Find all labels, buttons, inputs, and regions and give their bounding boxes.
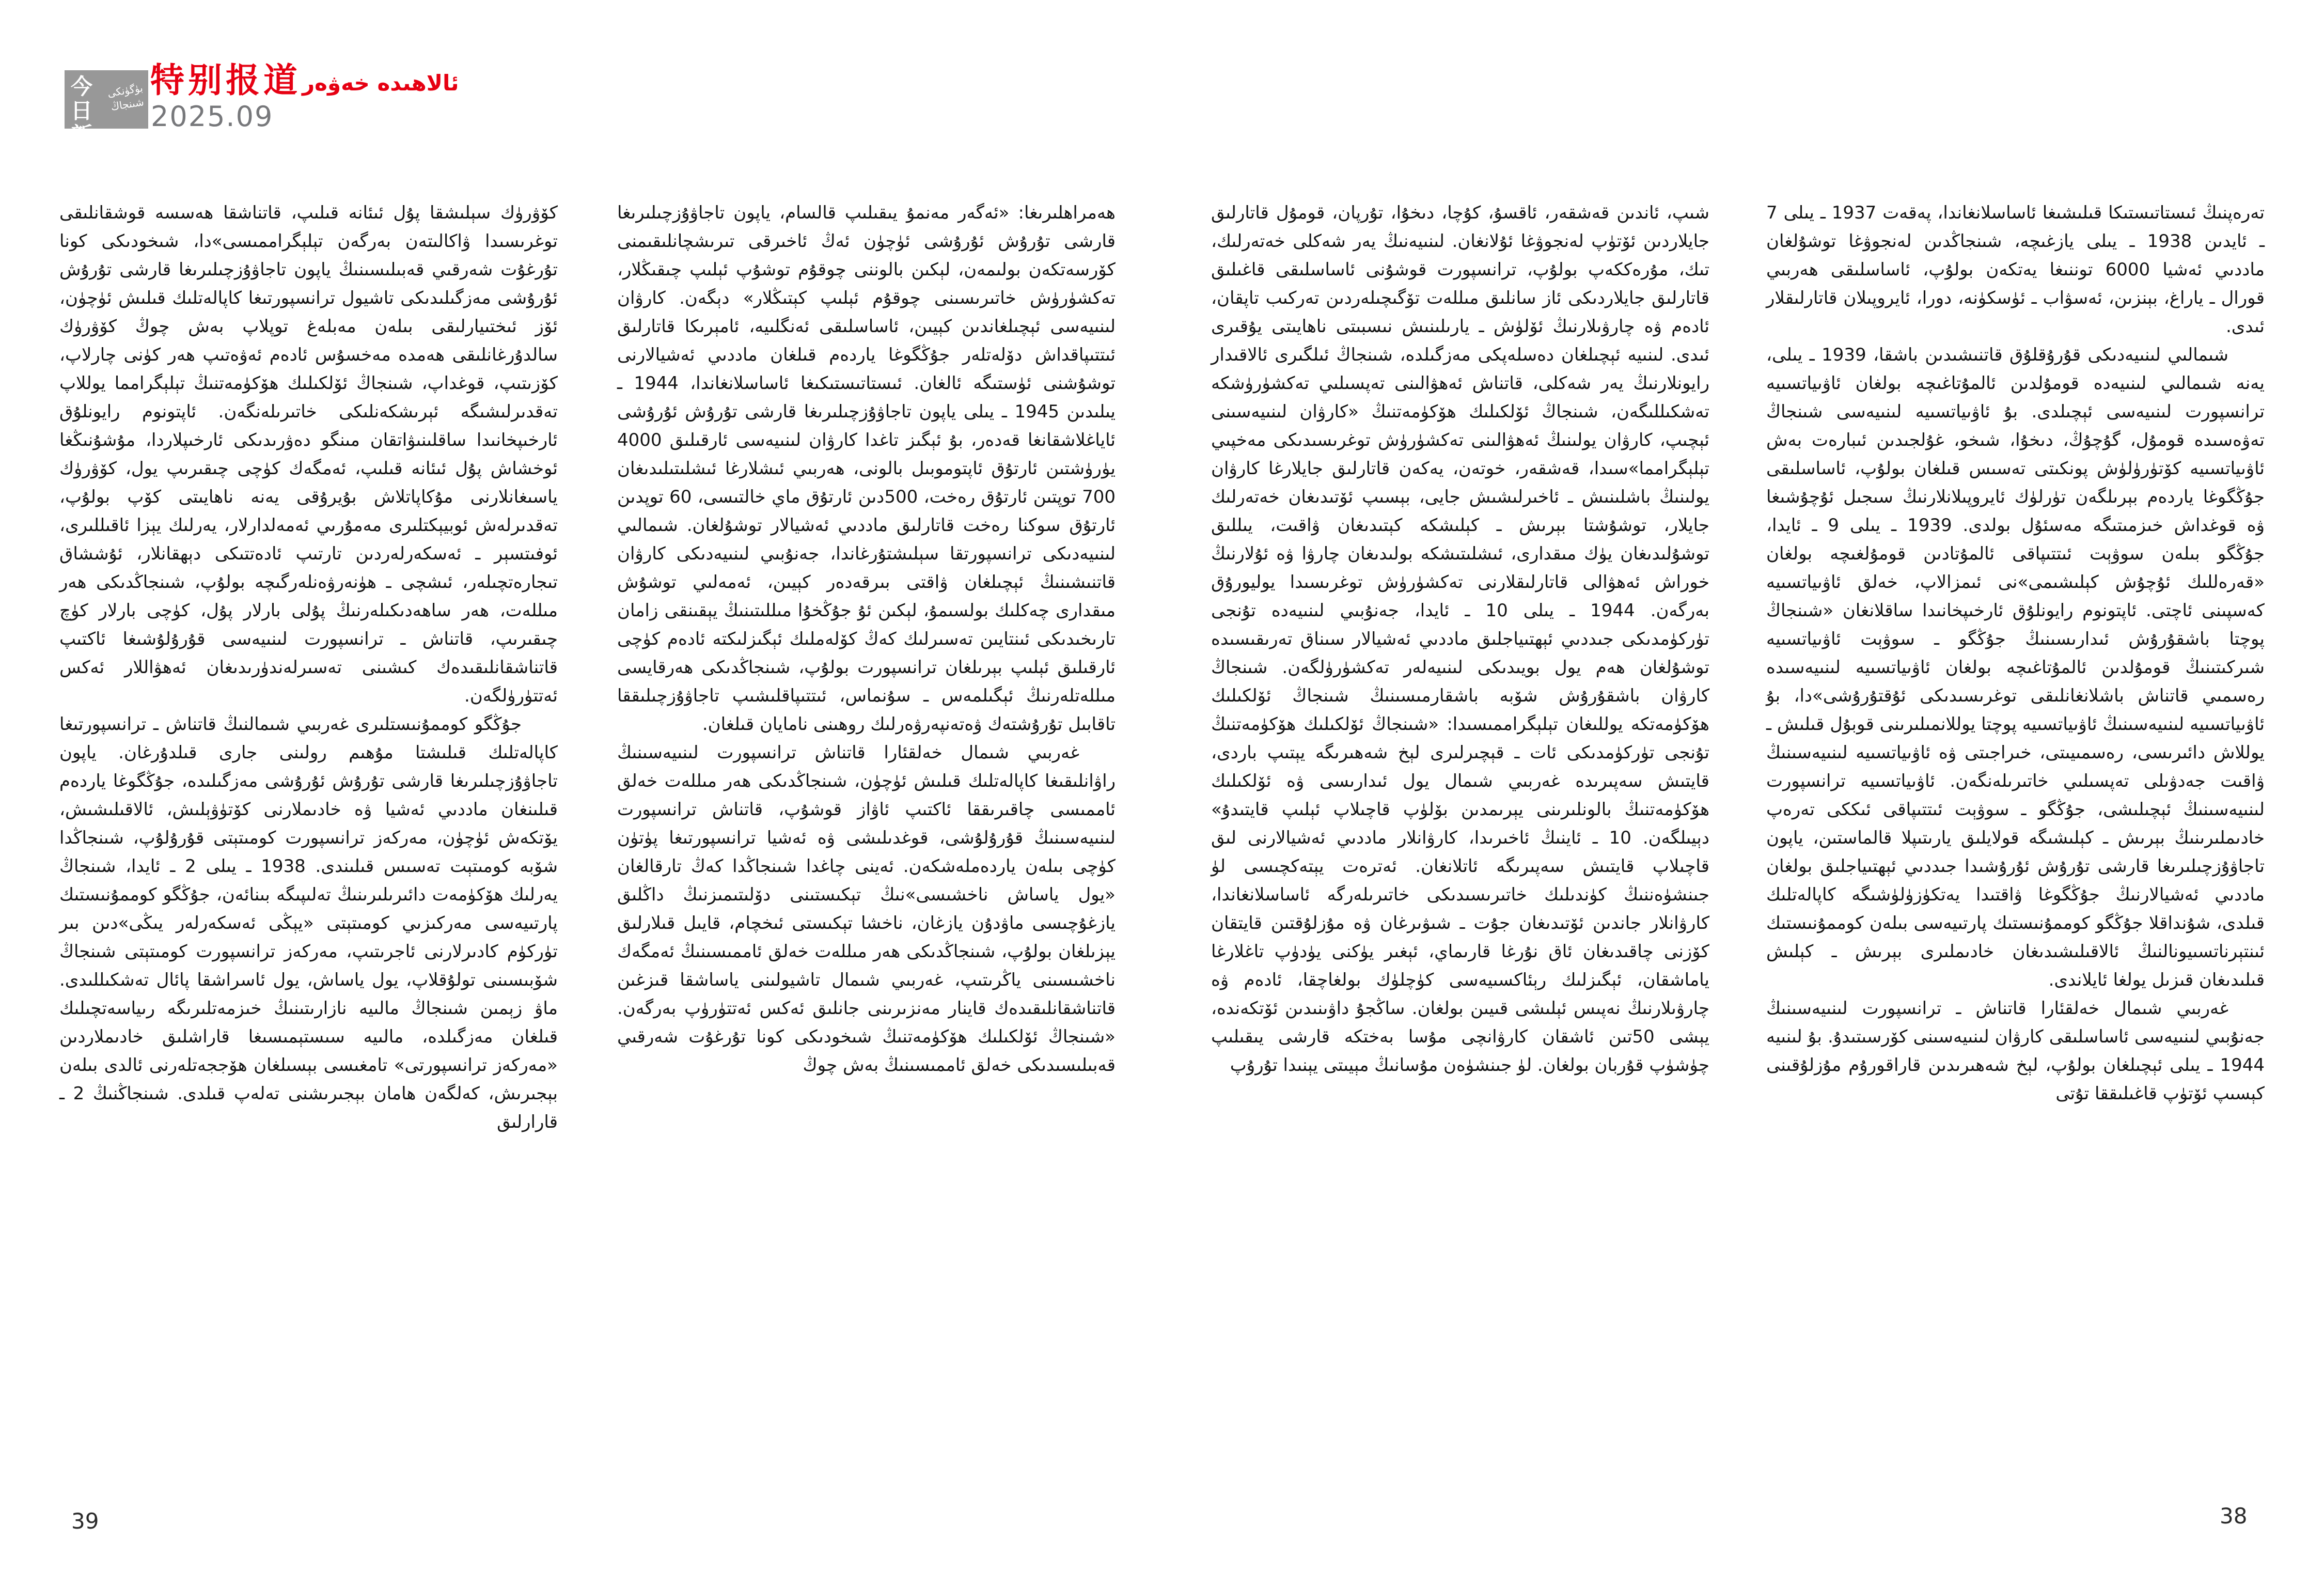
paragraph: شىپ، ئاندىن قەشقەر، ئاقسۇ، كۇچا، دىخۇا، تۇرپان، قومۇل قاتارلىق جايلاردىن ئۆتۈپ لەنجوۋغا ئۇلانغان. لىنىيەنىڭ يەر شەكلى خەتەرلىك، تىك، مۇرەككەپ بولۇپ، ترانسپورت قوشۇنى ئاساسلىقى قاغىلىق قاتارلىق جايلاردىكى ئاز سانلىق مىللەت تۆگىچىلەردىن تەركىب تاپقان، ئادەم ۋە چارۋىلارنىڭ ئۆلۈش ـ يارىلىنىش نىسبىتى ناھايىتى يۇقىرى ئىدى. لىنىيە ئېچىلغان دەسلەپكى مەزگىلدە، شىنجاڭ ئىلگىرى ئالاقىدار رايونلارنىڭ يەر شەكلى، قاتناش ئەھۋالىنى تەپسىلىي تەكشۈرۈشكە تەشكىللىگەن، شىنجاڭ ئۆلكىلىك ھۆكۈمەتنىڭ «كارۋان لىنىيەسىنى ئېچىپ، كارۋان يولىنىڭ ئەھۋالىنى تەكشۈرۈش توغرىسىدىكى مەخپىي تېلېگرامما»سىدا، قەشقەر، خوتەن، يەكەن قاتارلىق جايلارغا كارۋان يولىنىڭ باشلىنىش ـ ئاخىرلىشىش جايى، بېسىپ ئۆتىدىغان خەتەرلىك جايلار، توشۇشتا بېرىش ـ كېلىشكە كېتىدىغان ۋاقىت، يىللىق توشۇلىدىغان يۈك مىقدارى، ئىشلىتىشكە بولىدىغان چارۋا ۋە ئۇلارنىڭ خوراش ئەھۋالى قاتارلىقلارنى تەكشۈرۈش توغرىسىدا يوليورۇق بەرگەن. 1944 ـ يىلى 10 ـ ئايدا، جەنۇبىي لىنىيەدە تۇنجى تۈركۈمدىكى جىددىي ئېھتىياجلىق ماددىي ئەشيالار سىناق تەرىقىسىدە توشۇلغان ھەم يول بويىدىكى لىنىيەلەر تەكشۈرۈلگەن. شىنجاڭ كارۋان باشقۇرۇش شۆبە باشقارمىسىنىڭ شىنجاڭ ئۆلكىلىك ھۆكۈمەتكە يوللىغان تېلېگراممىسىدا: «شىنجاڭ ئۆلكىلىك ھۆكۈمەتنىڭ تۇنجى تۈركۈمدىكى ئات ـ قېچىرلىرى لېخ شەھىرىگە يېتىپ باردى، قايتىش سەپىرىدە غەربىي شىمال يول ئىدارىسى ۋە ئۆلكىلىك ھۆكۈمەتنىڭ بالونلىرىنى يېرىمدىن بۆلۈپ قاچىلاپ ئېلىپ قايتىدۇ» دېيىلگەن. 10 ـ ئاينىڭ ئاخىرىدا، كارۋانلار ماددىي ئەشيالارنى لىق قاچىلاپ قايتىش سەپىرىگە ئاتلانغان. ئەترەت يېتەكچىسى لۈ جىنشۈەننىڭ كۈندىلىك خاتىرىسىدىكى خاتىرىلەرگە ئاساسلانغاندا، كارۋانلار جاندىن ئۆتىدىغان جۇت ـ شىۋىرغان ۋە مۇزلۇقتىن قايتقان كۆزنى چاقىدىغان ئاق نۇرغا قارىماي، ئېغىر يۈكنى يۈدۈپ تاغلارغا ياماشقان، ئېگىزلىك رېئاكسىيەسى كۈچلۈك بولغاچقا، ئادەم ۋە چارۋىلارنىڭ نەپىس ئېلىشى قىيىن بولغان. ساڭجۇ داۋىنىدىن ئۆتكەندە، يېشى 50تىن ئاشقان كارۋانچى مۇسا بەختكە قارشى يىقىلىپ چۈشۈپ قۇربان بولغان. لۈ جىنشۈەن مۇسانىڭ مېيىتى يېنىدا تۇرۇپ [1211, 203, 1710, 1076]
text-column-page38-right [1766, 199, 2265, 1521]
issue-date: 2025.09 [151, 100, 274, 133]
text-column-page39-left [59, 199, 558, 1521]
text-column-page39-right [617, 199, 1116, 1521]
paragraph: تەرەپنىڭ ئىستاتىستىكا قىلىشىغا ئاساسلانغاندا، پەقەت 1937 ـ يىلى 7 ـ ئايدىن 1938 ـ يىلى يازغىچە، شىنجاڭدىن لەنجوۋغا توشۇلغان ماددىي ئەشيا 6000 توننىغا يەتكەن بولۇپ، ئاساسلىقى ھەربىي قورال ـ ياراغ، بېنزىن، ئەسۋاب ـ ئۈسكۈنە، دورا، ئايروپىلان قاتارلىقلار ئىدى. [1766, 203, 2265, 337]
section-title-uyghur: ئالاھىدە خەۋەر [302, 70, 459, 96]
logo-chinese-text [65, 70, 108, 172]
paragraph: جۇڭگو كوممۇنىستلىرى غەربىي شىمالنىڭ قاتناش ـ ترانسپورتىغا كاپالەتلىك قىلىشتا مۇھىم رولىنى جارى قىلدۇرغان. ياپون تاجاۋۇزچىلىرىغا قارشى تۇرۇش ئۇرۇشى مەزگىلىدە، جۇڭگوغا ياردەم قىلىنغان ماددىي ئەشيا ۋە خادىملارنى كۆتۈۋېلىش، ئالاقىلىشىش، يۆتكەش ئۈچۈن، مەركەز ترانسپورت كومىتېتى قۇرۇلۇپ، شىنجاڭدا شۆبە كومىتېت تەسىس قىلىندى. 1938 ـ يىلى 2 ـ ئايدا، شىنجاڭ يەرلىك ھۆكۈمەت دائىرىلىرىنىڭ تەلىپىگە بىنائەن، جۇڭگو كوممۇنىستىك پارتىيەسى مەركىزىي كومىتېتى «يېڭى ئەسكەرلەر يىڭى»دىن بىر تۈركۈم كادىرلارنى ئاجرىتىپ، مەركەز ترانسپورت كومىتېتى شىنجاڭ شۆبىسىنى تولۇقلاپ، يول ياساش، يول ئاسراشقا پائال تەشكىللىدى. ماۋ زېمىن شىنجاڭ مالىيە نازارىتىنىڭ خىزمەتلىرىگە رىياسەتچىلىك قىلغان مەزگىلدە، مالىيە سىستېمىسىغا قاراشلىق خادىملاردىن «مەركەز ترانسپورتى» تامغىسى بېسىلغان ھۆججەتلەرنى ئالدى بىلەن بېجىرىش، كەلگەن ھامان بېجىرىشنى تەلەپ قىلدى. شىنجاڭنىڭ 2 ـ قارارلىق [59, 714, 558, 1132]
paragraph: غەربىي شىمال خەلقئارا قاتناش ـ ترانسپورت لىنىيەسىنىڭ جەنۇبىي لىنىيەسى ئاساسلىقى كارۋان لىنىيەسىنى كۆرسىتىدۇ. بۇ لىنىيە 1944 ـ يىلى ئېچىلغان بولۇپ، لېخ شەھىرىدىن قاراقورۇم مۇزلۇقىنى كېسىپ ئۆتۈپ قاغىلىققا تۇتى [1766, 998, 2265, 1104]
paragraph: شىمالىي لىنىيەدىكى قۇرۇقلۇق قاتنىشىدىن باشقا، 1939 ـ يىلى، يەنە شىمالىي لىنىيەدە قومۇلدىن ئالمۇتاغىچە بولغان ئاۋىياتسىيە ترانسپورت لىنىيەسى ئېچىلدى. بۇ ئاۋىياتسىيە لىنىيەسى شىنجاڭ تەۋەسىدە قومۇل، گۇچۇڭ، دىخۇا، شىخو، غۇلجىدىن ئىبارەت بەش ئاۋىياتسىيە كۆتۈرۈلۈش پونكىتى تەسىس قىلغان بولۇپ، ئاساسلىقى جۇڭگوغا ياردەم بېرىلگەن تۈرلۈك ئايروپىلانلارنىڭ سىجىل ئۇچۇشىغا ۋە قوغداش خىزمىتىگە مەسئۇل بولدى. 1939 ـ يىلى 9 ـ ئايدا، جۇڭگو بىلەن سوۋېت ئىتتىپاقى ئالمۇتادىن قومۇلغىچە بولغان «قەرەللىك ئۇچۇش كېلىشىمى»نى ئىمزالاپ، خەلق ئاۋىياتسىيە كەسپىنى ئاچتى. ئاپتونوم رايونلۇق ئارخىپخانىدا ساقلانغان «شىنجاڭ پوچتا باشقۇرۇش ئىدارىسىنىڭ جۇڭگو ـ سوۋېت ئاۋىياتسىيە شىركىتىنىڭ قومۇلدىن ئالمۇتاغىچە بولغان ئاۋىياتسىيە لىنىيەسىدە رەسمىي قاتناش باشلانغانلىقى توغرىسىدىكى ئۇقتۇرۇشى»دا، بۇ ئاۋىياتسىيە لىنىيەسىنىڭ ئاۋىياتسىيە پوچتا يوللانمىلىرىنى قوبۇل قىلىش ـ يوللاش دائىرىسى، رەسمىيىتى، خىراجىتى ۋە ئاۋىياتسىيە لىنىيەسىنىڭ ۋاقىت جەدۋىلى تەپسىلىي خاتىرىلەنگەن. ئاۋىياتسىيە ترانسپورت لىنىيەسىنىڭ ئېچىلىشى، جۇڭگو ـ سوۋېت ئىتتىپاقى ئىككى تەرەپ خادىملىرىنىڭ بېرىش ـ كېلىشىگە قولايلىق يارىتىپلا قالماستىن، ياپون تاجاۋۇزچىلىرىغا قارشى تۇرۇش ئۇرۇشىدا جىددىي ئېھتىياجلىق بولغان ماددىي ئەشيالارنىڭ جۇڭگوغا ۋاقتىدا يەتكۈزۈلۈشىگە كاپالەتلىك قىلدى، شۇنداقلا جۇڭگو كوممۇنىستىك پارتىيەسى بىلەن كوممۇنىستىك ئىنتېرناتسىيونالنىڭ ئالاقىلىشىدىغان خادىملىرى بېرىش ـ كېلىش قىلىدىغان قىزىل يولغا ئايلاندى. [1766, 345, 2265, 990]
paragraph: ھەمراھلىرىغا: «ئەگەر مەنمۇ يىقىلىپ قالسام، ياپون تاجاۋۇزچىلىرىغا قارشى تۇرۇش ئۇرۇشى ئۈچۈن ئەڭ ئاخىرقى تىرىشچانلىقىمنى كۆرسەتكەن بولىمەن، لېكىن بالوننى چوقۇم توشۇپ ئېلىپ چىقىڭلار، تەكشۈرۈش خاتىرىسىنى چوقۇم ئېلىپ كېتىڭلار» دېگەن. كارۋان لىنىيەسى ئېچىلغاندىن كېيىن، ئاساسلىقى ئەنگلىيە، ئامېرىكا قاتارلىق ئىتتىپاقداش دۆلەتلەر جۇڭگوغا ياردەم قىلغان ماددىي ئەشيالارنى توشۇشنى ئۈستىگە ئالغان. ئىستاتىستىكىغا ئاساسلانغاندا، 1944 ـ يىلىدىن 1945 ـ يىلى ياپون تاجاۋۇزچىلىرىغا قارشى تۇرۇش ئۇرۇشى ئاياغلاشقانغا قەدەر، بۇ ئېگىز تاغدا كارۋان لىنىيەسى ئارقىلىق 4000 يۈرۈشتىن ئارتۇق ئاپتوموبىل بالونى، ھەربىي ئىشلارغا ئىشلىتىلىدىغان 700 توپتىن ئارتۇق رەخت، 500دىن ئارتۇق ماي خالتىسى، 60 توپدىن ئارتۇق سوكنا رەخت قاتارلىق ماددىي ئەشيالار توشۇلغان. شىمالىي لىنىيەدىكى ترانسپورتقا سېلىشتۇرغاندا، جەنۇبىي لىنىيەدىكى كارۋان قاتنىشىنىڭ ئېچىلغان ۋاقتى بىرقەدەر كېيىن، ئەمەلىي توشۇش مىقدارى چەكلىك بولسىمۇ، لېكىن ئۇ جۇڭخۇا مىللىتىنىڭ يېقىنقى زامان تارىخىدىكى ئىنتايىن تەسىرلىك كەڭ كۆلەملىك ئېگىزلىكتە ئادەم كۈچى ئارقىلىق ئېلىپ بېرىلغان ترانسپورت بولۇپ، شىنجاڭدىكى ھەرقايسى مىللەتلەرنىڭ ئېگىلمەس ـ سۇنماس، ئىتتىپاقلىشىپ تاجاۋۇزچىلىققا تاقابىل تۇرۇشتەك ۋەتەنپەرۋەرلىك روھىنى نامايان قىلغان. [617, 203, 1116, 735]
logo-cn-line2: 新疆 [71, 122, 95, 172]
section-title-chinese: 特别报道 [150, 60, 301, 100]
magazine-logo [65, 70, 148, 172]
paragraph: كۆۋرۈك سېلىشقا پۇل ئىئانە قىلىپ، قاتناشقا ھەسسە قوشقانلىقى توغرىسىدا ۋاكالىتەن بەرگەن تېلېگراممىسى»دا، شىخودىكى كونا تۇرغۇت شەرقىي قەبىلىسىنىڭ ياپون تاجاۋۇزچىلىرىغا قارشى تۇرۇش ئۇرۇشى مەزگىلىدىكى تاشيول ترانسپورتىغا كاپالەتلىك قىلىش ئۈچۈن، ئۆز ئىختىيارلىقى بىلەن مەبلەغ توپلاپ بەش چوڭ كۆۋرۈك سالدۇرغانلىقى ھەمدە مەخسۇس ئادەم ئەۋەتىپ ھەر كۈنى چارلاپ، كۆزىتىپ، قوغداپ، شىنجاڭ ئۆلكىلىك ھۆكۈمەتنىڭ تېلېگرامما يوللاپ تەقدىرلىشىگە ئېرىشكەنلىكى خاتىرىلەنگەن. ئاپتونوم رايونلۇق ئارخىپخانىدا ساقلىنىۋاتقان مىنگو دەۋرىدىكى ئارخىپلاردا، مۇشۇنىڭغا ئوخشاش پۇل ئىئانە قىلىپ، ئەمگەك كۈچى چىقىرىپ يول، كۆۋرۈك ياسىغانلارنى مۇكاپاتلاش بۇيرۇقى يەنە ناھايىتى كۆپ بولۇپ، تەقدىرلەش ئوبيېكتلىرى مەمۇرىي ئەمەلدارلار، يەرلىك يېزا ئاقىللىرى، ئوفىتسېر ـ ئەسكەرلەردىن تارتىپ ئادەتتىكى دېھقانلار، ئۇششاق تىجارەتچىلەر، ئىشچى ـ ھۈنەرۋەنلەرگىچە بولۇپ، شىنجاڭدىكى ھەر مىللەت، ھەر ساھەدىكىلەرنىڭ پۇلى بارلار پۇل، كۈچى بارلار كۈچ چىقىرىپ، قاتناش ـ ترانسپورت لىنىيەسى قۇرۇلۇشىغا ئاكتىپ قاتناشقانلىقىدەك كىشىنى تەسىرلەندۈرىدىغان ئەھۋاللار ئەكس ئەتتۈرۈلگەن. [59, 203, 558, 706]
paragraph: غەربىي شىمال خەلقئارا قاتناش ترانسپورت لىنىيەسىنىڭ راۋانلىقىغا كاپالەتلىك قىلىش ئۈچۈن، شىنجاڭدىكى ھەر مىللەت خەلق ئاممىسى چاقىرىققا ئاكتىپ ئاۋاز قوشۇپ، قاتناش ترانسپورت لىنىيەسىنىڭ قۇرۇلۇشى، قوغدىلىشى ۋە ئەشيا ترانسپورتىغا پۈتۈن كۈچى بىلەن ياردەملەشكەن. ئەينى چاغدا شىنجاڭدا كەڭ تارقالغان «يول ياساش ناخشىسى»نىڭ تېكىستىنى دۆلىتىمىزنىڭ داڭلىق يازغۇچىسى ماۋدۇن يازغان، ناخشا تېكىستى ئىخچام، قايىل قىلارلىق يېزىلغان بولۇپ، شىنجاڭدىكى ھەر مىللەت خەلق ئاممىسىنىڭ ئەمگەك ناخشىسىنى ياڭرىتىپ، غەربىي شىمال تاشيولىنى ياساشقا قىزغىن قاتناشقانلىقىدەك قاينار مەنزىرىنى جانلىق ئەكس ئەتتۈرۈپ بەرگەن. «شىنجاڭ ئۆلكىلىك ھۆكۈمەتنىڭ شىخودىكى كونا تۇرغۇت شەرقىي قەبىلىسىدىكى خەلق ئاممىسىنىڭ بەش چوڭ [617, 742, 1116, 1076]
page-number-right: 38 [2220, 1503, 2248, 1529]
logo-cn-line1: 今日 [71, 74, 95, 123]
text-column-page38-left [1211, 199, 1709, 1521]
logo-uyghur-text: بۈگۈنكى شىنجاڭ [106, 81, 145, 113]
page-number-left: 39 [71, 1508, 99, 1534]
